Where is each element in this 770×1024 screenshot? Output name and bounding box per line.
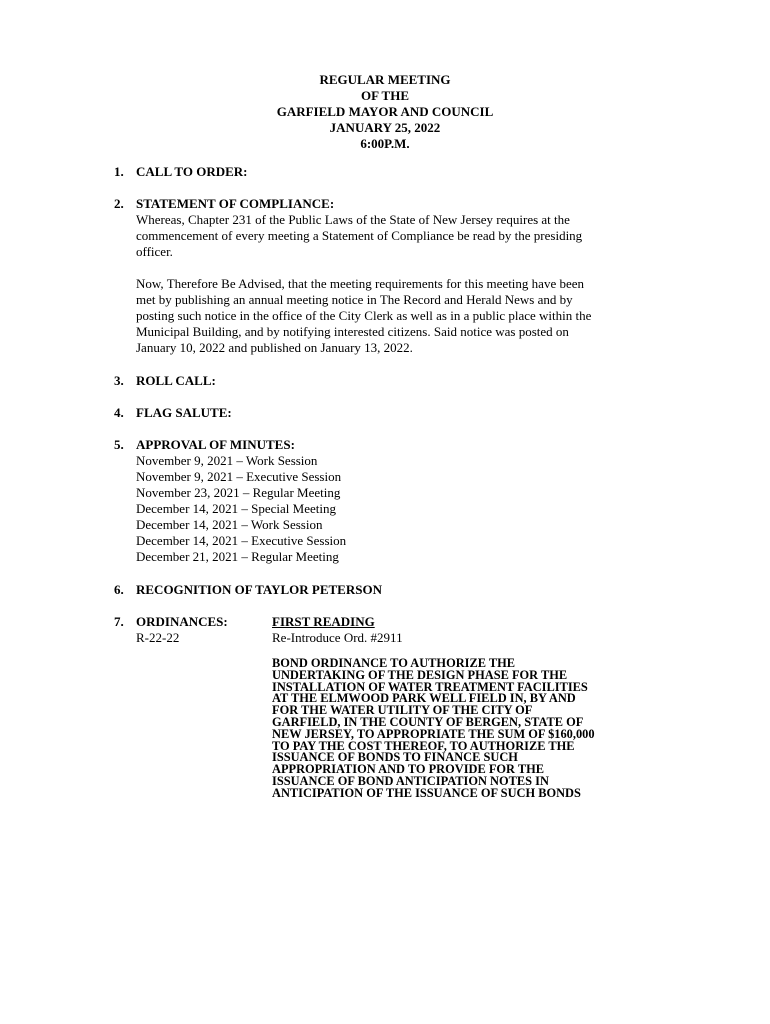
text-line: FOR THE WATER UTILITY OF THE CITY OF [272,703,533,718]
item-title: APPROVAL OF MINUTES: [136,437,295,452]
text-line: TO PAY THE COST THEREOF, TO AUTHORIZE THE [272,738,575,753]
ordinance-code: R-22-22 [136,630,180,645]
bond-ordinance-text [272,658,682,800]
item-number: 5. [114,437,124,452]
header-line: REGULAR MEETING [319,72,451,87]
text-line: commencement of every meeting a Statement of Compliance be read by the presiding [136,228,583,243]
minutes-list [136,453,666,565]
header-line: OF THE [360,88,410,103]
minutes-entry: November 23, 2021 – Regular Meeting [136,485,341,500]
text-line: UNDERTAKING OF THE DESIGN PHASE FOR THE [272,667,568,682]
text-line: NEW JERSEY, TO APPROPRIATE THE SUM OF $160,000 [272,726,595,741]
minutes-entry: December 14, 2021 – Special Meeting [136,501,336,516]
item-title: ROLL CALL: [136,373,216,388]
text-line: officer. [136,244,173,259]
text-line: APPROPRIATION AND TO PROVIDE FOR THE [272,762,545,777]
item-number: 3. [114,373,124,388]
text-line: Municipal Building, and by notifying interested citizens. Said notice was posted on [136,324,569,339]
text-line: met by publishing an annual meeting notice in The Record and Herald News and by [136,292,573,307]
minutes-entry: December 21, 2021 – Regular Meeting [136,549,339,564]
meeting-time: 6:00P.M. [360,136,410,151]
minutes-entry: December 14, 2021 – Executive Session [136,533,347,548]
item-number: 6. [114,582,124,597]
item-title: STATEMENT OF COMPLIANCE: [136,196,335,211]
item-title: CALL TO ORDER: [136,164,248,179]
minutes-entry: November 9, 2021 – Executive Session [136,469,342,484]
text-line: ISSUANCE OF BONDS TO FINANCE SUCH [272,750,518,765]
item-number: 7. [114,614,124,629]
text-line: INSTALLATION OF WATER TREATMENT FACILITIES [272,679,588,694]
ordinance-reintroduce: Re-Introduce Ord. #2911 [272,630,403,645]
header-line: GARFIELD MAYOR AND COUNCIL [276,104,494,119]
first-reading-heading: FIRST READING [272,614,375,629]
item-number: 2. [114,196,124,211]
text-line: January 10, 2022 and published on January 13, 2022. [136,340,413,355]
minutes-entry: December 14, 2021 – Work Session [136,517,323,532]
minutes-entry: November 9, 2021 – Work Session [136,453,318,468]
text-line: AT THE ELMWOOD PARK WELL FIELD IN, BY AND [272,691,576,706]
compliance-paragraph-1 [136,212,666,260]
item-number: 4. [114,405,124,420]
text-line: posting such notice in the office of the City Clerk as well as in a public place within the [136,308,592,323]
meeting-date: JANUARY 25, 2022 [329,120,441,135]
item-title: RECOGNITION OF TAYLOR PETERSON [136,582,382,597]
text-line: ANTICIPATION OF THE ISSUANCE OF SUCH BONDS [272,785,581,800]
item-title: ORDINANCES: [136,614,228,629]
text-line: Now, Therefore Be Advised, that the meeting requirements for this meeting have been [136,276,584,291]
text-line: Whereas, Chapter 231 of the Public Laws of the State of New Jersey requires at the [136,212,570,227]
compliance-paragraph-2 [136,276,666,356]
meeting-header [0,72,770,152]
item-title: FLAG SALUTE: [136,405,232,420]
item-number: 1. [114,164,124,179]
text-line: ISSUANCE OF BOND ANTICIPATION NOTES IN [272,773,549,788]
text-line: GARFIELD, IN THE COUNTY OF BERGEN, STATE OF [272,714,584,729]
text-line: BOND ORDINANCE TO AUTHORIZE THE [272,656,516,670]
